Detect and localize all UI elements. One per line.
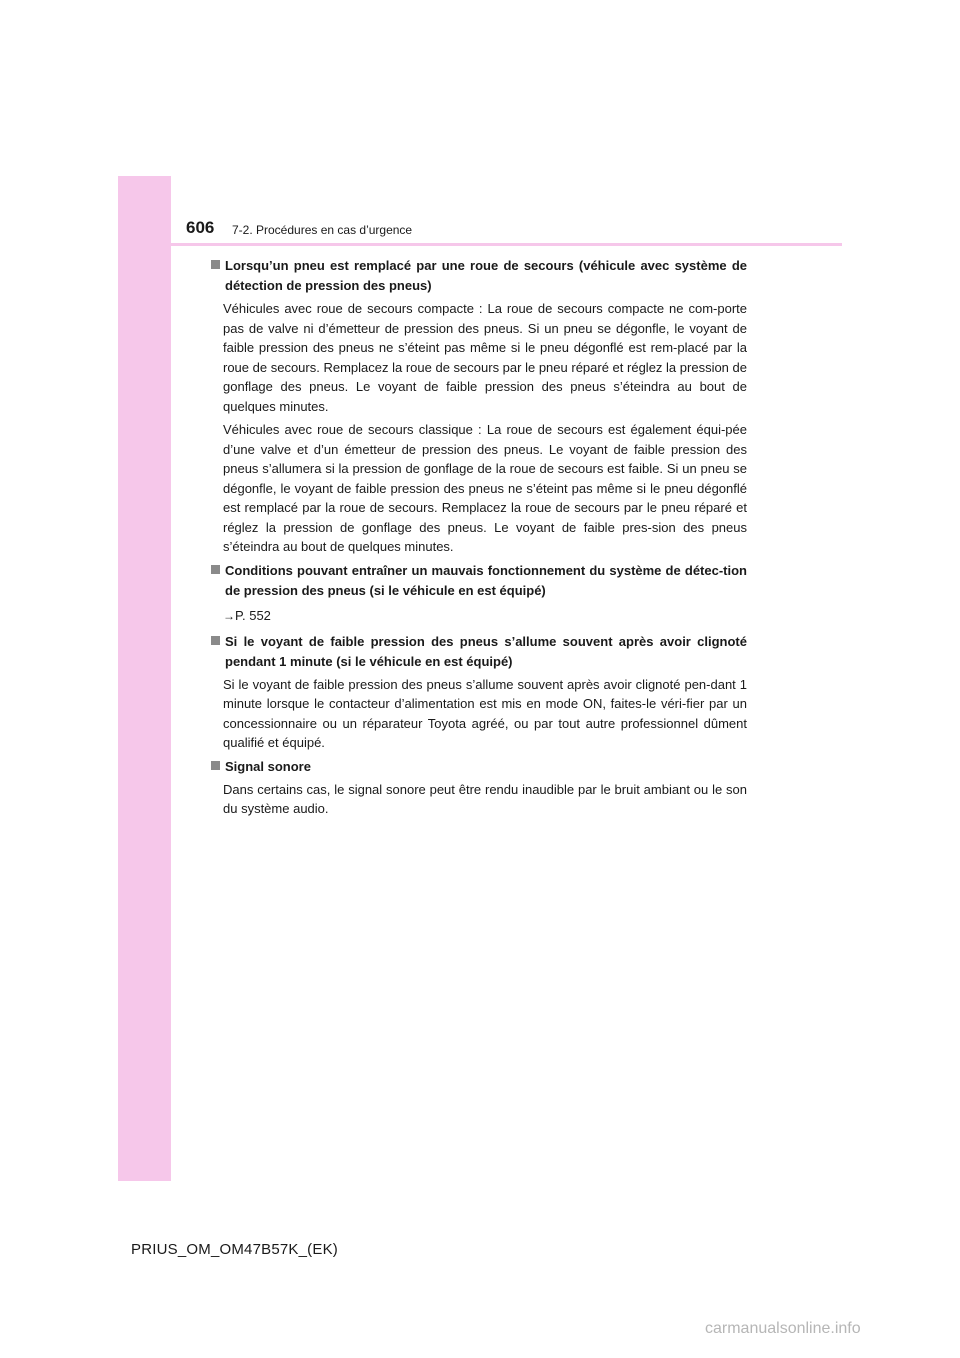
square-bullet-icon: [211, 565, 220, 574]
section-warning-light-flashing: [211, 632, 747, 753]
page-reference[interactable]: [223, 606, 747, 626]
watermark: carmanualsonline.info: [705, 1320, 861, 1337]
right-arrow-icon: →: [223, 608, 235, 623]
section-spare-tire-replacement: [211, 256, 747, 557]
main-content: [211, 256, 747, 823]
section-heading: Signal sonore: [225, 758, 311, 774]
section-heading: Si le voyant de faible pression des pneus s’allume souvent après avoir clignoté pendant 1 minute (si le véhicule en est équipé): [225, 633, 747, 669]
square-bullet-icon: [211, 636, 220, 645]
page-reference-label: P. 552: [235, 607, 271, 623]
side-tab-bar: [118, 176, 171, 1181]
paragraph: Dans certains cas, le signal sonore peut être rendu inaudible par le bruit ambiant ou le son du système audio.: [223, 781, 747, 816]
paragraph: Véhicules avec roue de secours classique : La roue de secours est également équi-pée d’une valve et d’un émetteur de pression des pneus. Le voyant de faible pression des pneus s’allumera si la pression de gonflage de la roue de secours est faible. Si un pneu se dégonfle, le voyant de faible pression des pneus ne s’éteint pas même si le pneu dégonflé est remplacé par la roue de secours. Remplacez la roue de secours par le pneu réparé et réglez la pression de gonflage des pneus. Le voyant de faible pres-sion des pneus s’éteindra au bout de quelques minutes.: [223, 422, 747, 554]
section-buzzer: [211, 757, 747, 819]
section-heading: Lorsqu’un pneu est remplacé par une roue de secours (véhicule avec système de détection de pression des pneus): [225, 258, 747, 293]
header-divider: [171, 243, 842, 246]
section-title: 7-2. Procédures en cas d’urgence: [232, 223, 413, 237]
section-malfunction-conditions: [211, 561, 747, 626]
page-number: 606: [186, 218, 215, 237]
paragraph: Si le voyant de faible pression des pneus s’allume souvent après avoir clignoté pen-dant 1 minute lorsque le contacteur d’alimentation est mis en mode ON, faites-le véri-fier par un concessionnaire ou un réparateur Toyota agréé, ou par tout autre professionnel dûment qualifié et équipé.: [223, 676, 747, 750]
section-heading: Conditions pouvant entraîner un mauvais fonctionnement du système de détec-tion de pression des pneus (si le véhicule en est équipé): [225, 562, 747, 598]
paragraph: Véhicules avec roue de secours compacte : La roue de secours compacte ne com-porte pas de valve ni d’émetteur de pression des pneus. Si un pneu se dégonfle, le voyant de faible pression des pneus ne s’éteint pas même si le pneu dégonflé est rem-placé par la roue de secours. Remplacez la roue de secours par le pneu réparé et réglez la pression de gonflage des pneus. Le voyant de faible pression des pneus s’éteindra au bout de quelques minutes.: [223, 301, 747, 414]
square-bullet-icon: [211, 761, 220, 770]
document-code: PRIUS_OM_OM47B57K_(EK): [131, 1241, 338, 1258]
square-bullet-icon: [211, 260, 220, 269]
